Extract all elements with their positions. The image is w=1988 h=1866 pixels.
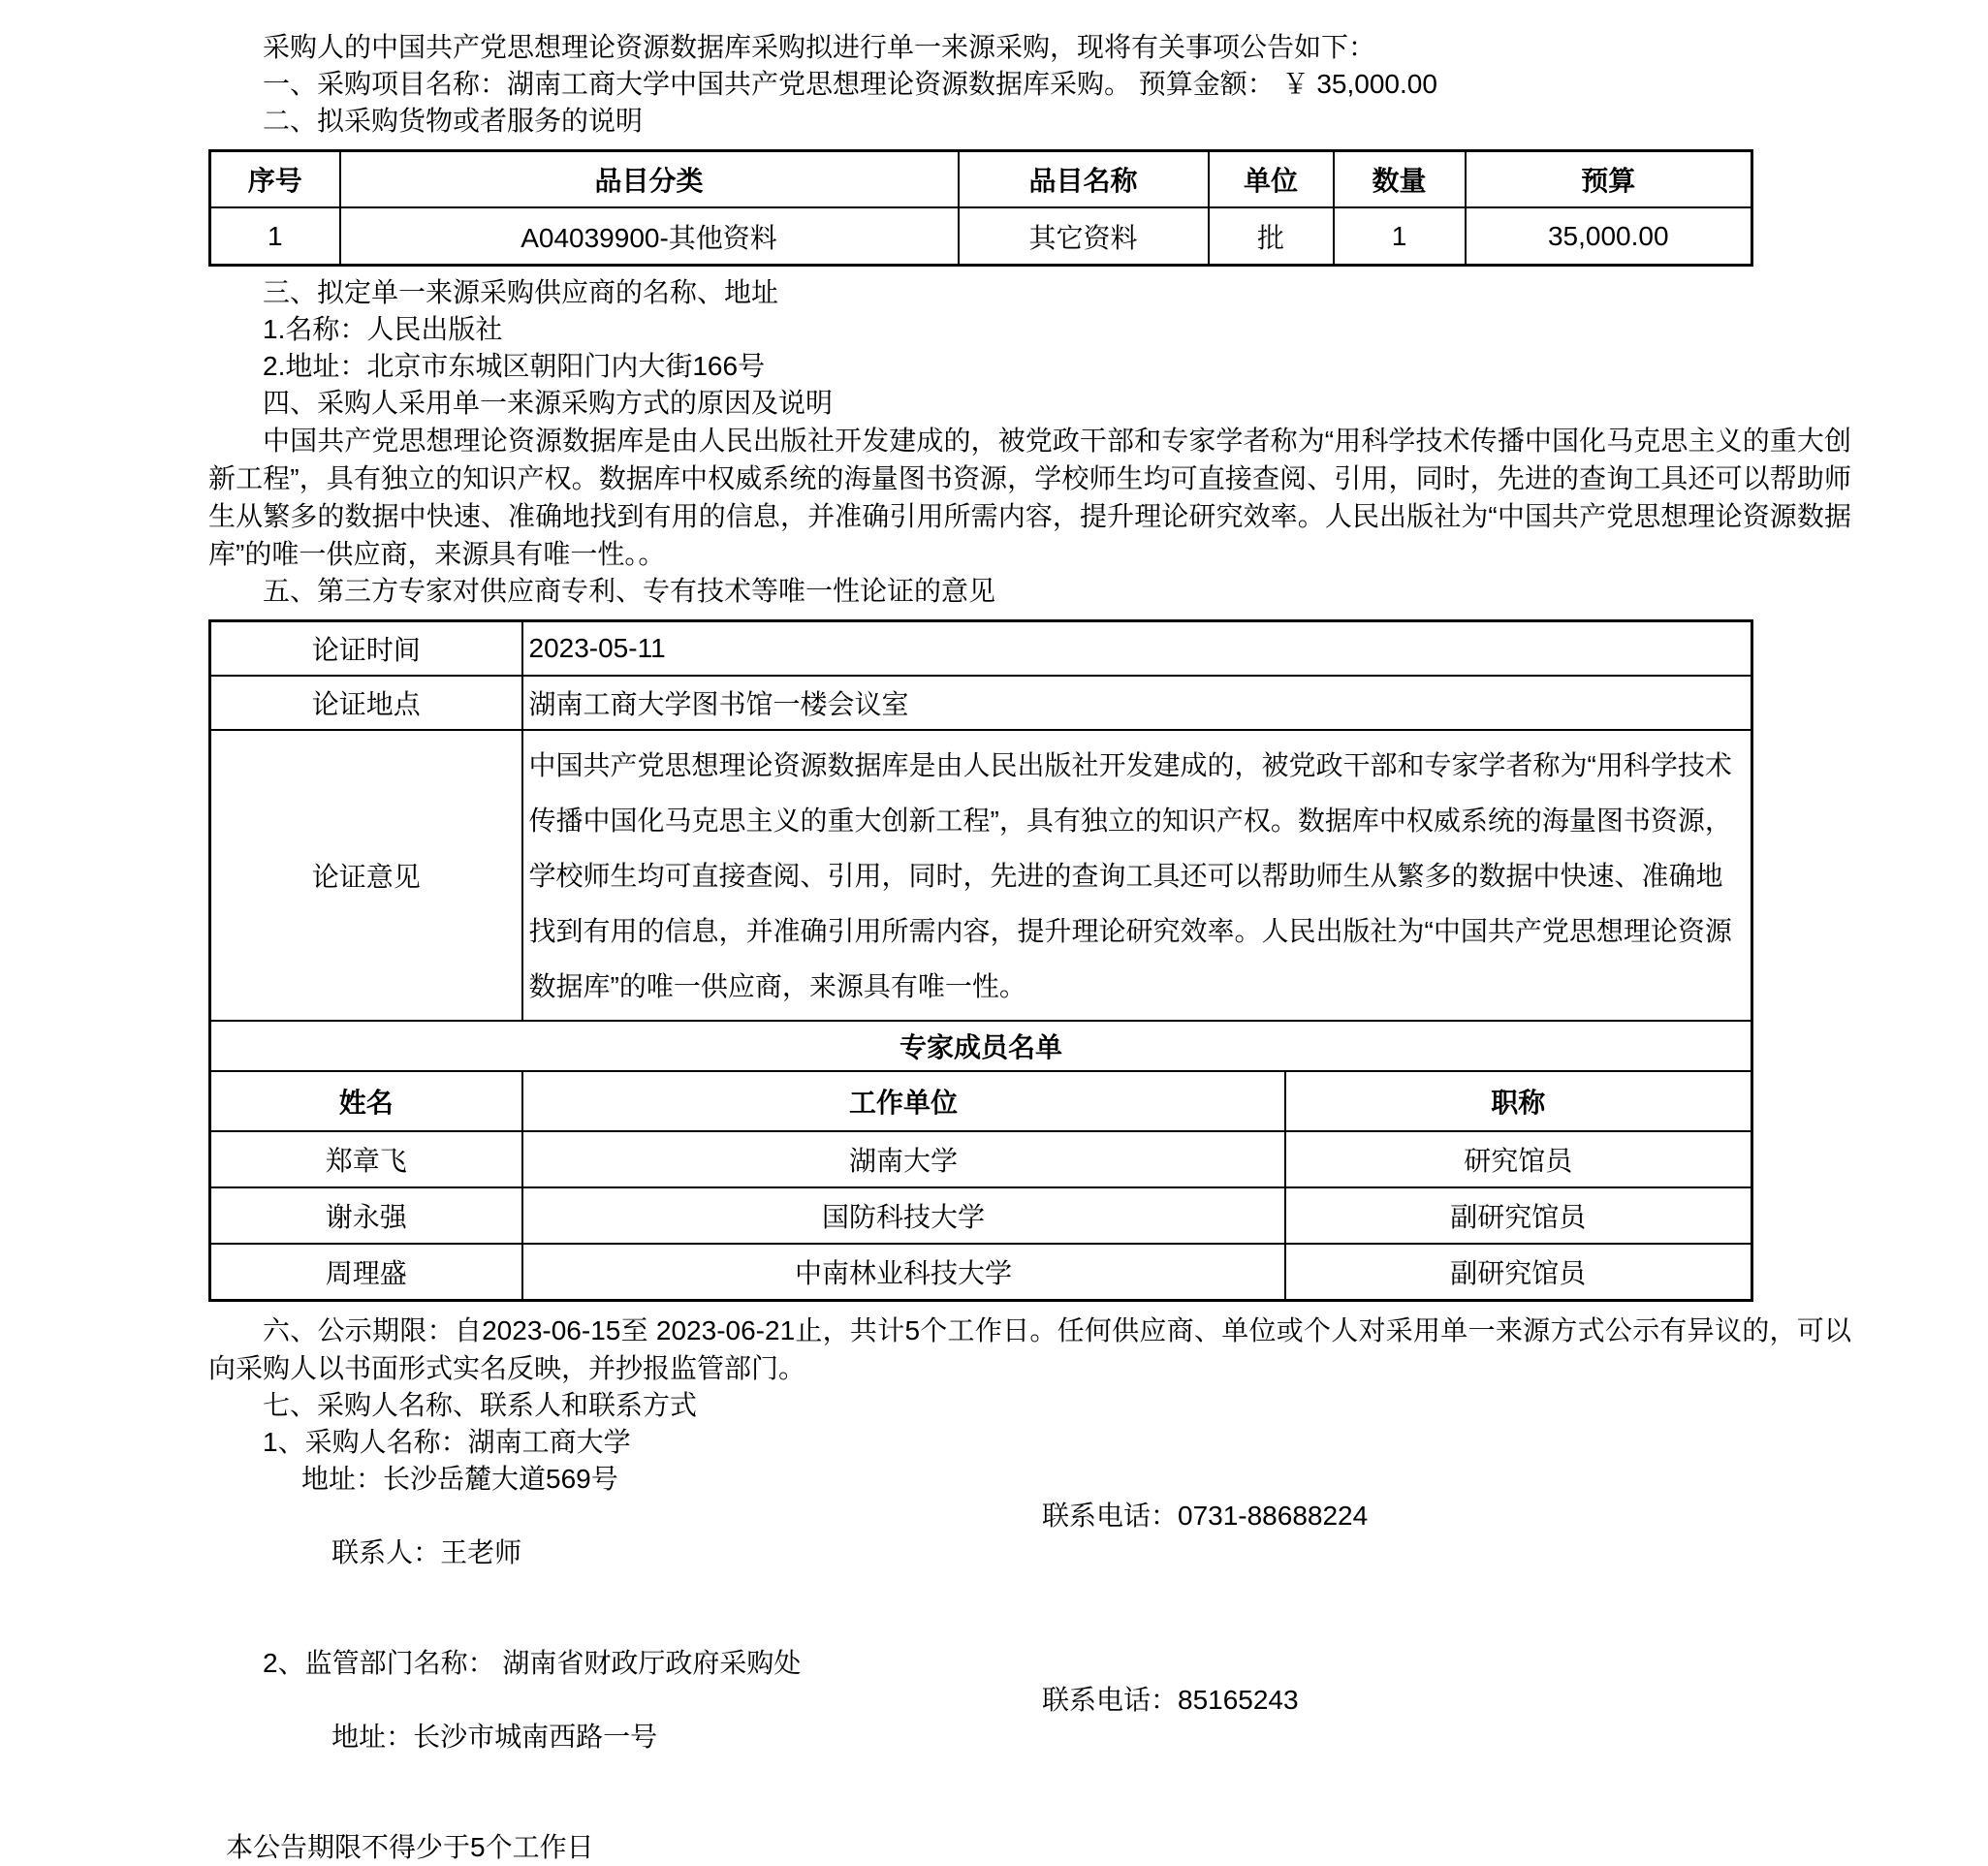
experts-title: 专家成员名单 bbox=[210, 1021, 1752, 1071]
demo-time-label: 论证时间 bbox=[210, 621, 522, 677]
cell-item-name: 其它资料 bbox=[959, 207, 1209, 266]
expert-title: 副研究馆员 bbox=[1285, 1244, 1752, 1301]
purchaser-phone-line: 联系电话：0731-88688224 bbox=[1042, 1501, 1369, 1531]
expert-title: 研究馆员 bbox=[1285, 1131, 1752, 1187]
section-two-heading: 二、拟采购货物或者服务的说明 bbox=[263, 106, 644, 136]
expert-row bbox=[210, 1187, 1752, 1244]
demo-opinion-value: 中国共产党思想理论资源数据库是由人民出版社开发建成的，被党政干部和专家学者称为“用科学技术传播中国化马克思主义的重大创新工程”，具有独立的知识产权。数据库中权威系统的海量图书资源，学校师生均可直接查阅、引用，同时，先进的查询工具还可以帮助师生从繁多的数据中快速、准确地找到有用的信息，并准确引用所需内容，提升理论研究效率。人民出版社为“中国共产党思想理论资源数据库”的唯一供应商，来源具有唯一性。 bbox=[522, 730, 1752, 1021]
purchaser-address-line: 地址：长沙岳麓大道569号 bbox=[301, 1464, 618, 1494]
items-table-header-row bbox=[210, 151, 1752, 208]
cell-seq: 1 bbox=[210, 207, 340, 266]
cell-quantity: 1 bbox=[1334, 207, 1466, 266]
section-four-body: 中国共产党思想理论资源数据库是由人民出版社开发建成的，被党政干部和专家学者称为“用科学技术传播中国化马克思主义的重大创新工程”，具有独立的知识产权。数据库中权威系统的海量图书资源，学校师生均可直接查阅、引用，同时，先进的查询工具还可以帮助师生从繁多的数据中快速、准确地找到有用的信息，并准确引用所需内容，提升理论研究效率。人民出版社为“中国共产党思想理论资源数据库”的唯一供应商，来源具有唯一性。。 bbox=[208, 426, 1851, 569]
col-header-expert-name: 姓名 bbox=[210, 1071, 522, 1131]
regulator-name-line: 2、监管部门名称： 湖南省财政厅政府采购处 bbox=[263, 1648, 802, 1678]
col-header-quantity: 数量 bbox=[1334, 151, 1466, 208]
expert-org: 中南林业科技大学 bbox=[522, 1244, 1285, 1301]
expert-name: 郑章飞 bbox=[210, 1131, 522, 1187]
section-five-heading: 五、第三方专家对供应商专利、专有技术等唯一性论证的意见 bbox=[263, 576, 996, 606]
col-header-seq: 序号 bbox=[210, 151, 340, 208]
section-one-heading: 一、采购项目名称：湖南工商大学中国共产党思想理论资源数据库采购。 预算金额： ￥ 35,000.00 bbox=[263, 69, 1437, 99]
demo-time-row bbox=[210, 621, 1752, 677]
cell-budget: 35,000.00 bbox=[1466, 207, 1752, 266]
regulator-address-line: 地址：长沙市城南西路一号 bbox=[331, 1722, 658, 1752]
col-header-expert-org: 工作单位 bbox=[522, 1071, 1285, 1131]
purchaser-contact-row bbox=[301, 1498, 1851, 1645]
expert-org: 湖南大学 bbox=[522, 1131, 1285, 1187]
demo-opinion-row bbox=[210, 730, 1752, 1021]
col-header-budget: 预算 bbox=[1466, 151, 1752, 208]
items-table-row bbox=[210, 207, 1752, 266]
col-header-expert-title: 职称 bbox=[1285, 1071, 1752, 1131]
section-seven-heading: 七、采购人名称、联系人和联系方式 bbox=[263, 1390, 698, 1420]
expert-name: 周理盛 bbox=[210, 1244, 522, 1301]
demo-opinion-label: 论证意见 bbox=[210, 730, 522, 1021]
col-header-unit: 单位 bbox=[1209, 151, 1334, 208]
demonstration-table bbox=[208, 619, 1753, 1302]
col-header-category: 品目分类 bbox=[340, 151, 959, 208]
supplier-name-line: 1.名称：人民出版社 bbox=[263, 314, 503, 344]
section-four-heading: 四、采购人采用单一来源采购方式的原因及说明 bbox=[263, 388, 834, 418]
section-three-heading: 三、拟定单一来源采购供应商的名称、地址 bbox=[263, 277, 779, 307]
cell-unit: 批 bbox=[1209, 207, 1334, 266]
supplier-address-line: 2.地址：北京市东城区朝阳门内大街166号 bbox=[263, 351, 766, 381]
section-six-body: 六、公示期限：自2023-06-15至 2023-06-21止，共计5个工作日。任何供应商、单位或个人对采用单一来源方式公示有异议的，可以向采购人以书面形式实名反映，并抄报监管部门。 bbox=[208, 1315, 1851, 1383]
expert-row bbox=[210, 1131, 1752, 1187]
regulator-phone-line: 联系电话：85165243 bbox=[1042, 1685, 1299, 1715]
intro-paragraph: 采购人的中国共产党思想理论资源数据库采购拟进行单一来源采购，现将有关事项公告如下： bbox=[263, 32, 1376, 62]
demo-place-row bbox=[210, 676, 1752, 730]
experts-header-row bbox=[210, 1071, 1752, 1131]
expert-title: 副研究馆员 bbox=[1285, 1187, 1752, 1244]
items-table bbox=[208, 149, 1753, 267]
regulator-contact-row bbox=[301, 1682, 1851, 1829]
experts-title-row bbox=[210, 1021, 1752, 1071]
expert-org: 国防科技大学 bbox=[522, 1187, 1285, 1244]
expert-name: 谢永强 bbox=[210, 1187, 522, 1244]
purchaser-contact-line: 联系人：王老师 bbox=[331, 1537, 522, 1567]
demo-time-value: 2023-05-11 bbox=[522, 621, 1752, 677]
purchaser-name-line: 1、采购人名称：湖南工商大学 bbox=[263, 1427, 631, 1457]
demo-place-label: 论证地点 bbox=[210, 676, 522, 730]
expert-row bbox=[210, 1244, 1752, 1301]
demo-place-value: 湖南工商大学图书馆一楼会议室 bbox=[522, 676, 1752, 730]
cell-category: A04039900-其他资料 bbox=[340, 207, 959, 266]
col-header-item-name: 品目名称 bbox=[959, 151, 1209, 208]
notice-period-footer: 本公告期限不得少于5个工作日 bbox=[226, 1832, 594, 1862]
